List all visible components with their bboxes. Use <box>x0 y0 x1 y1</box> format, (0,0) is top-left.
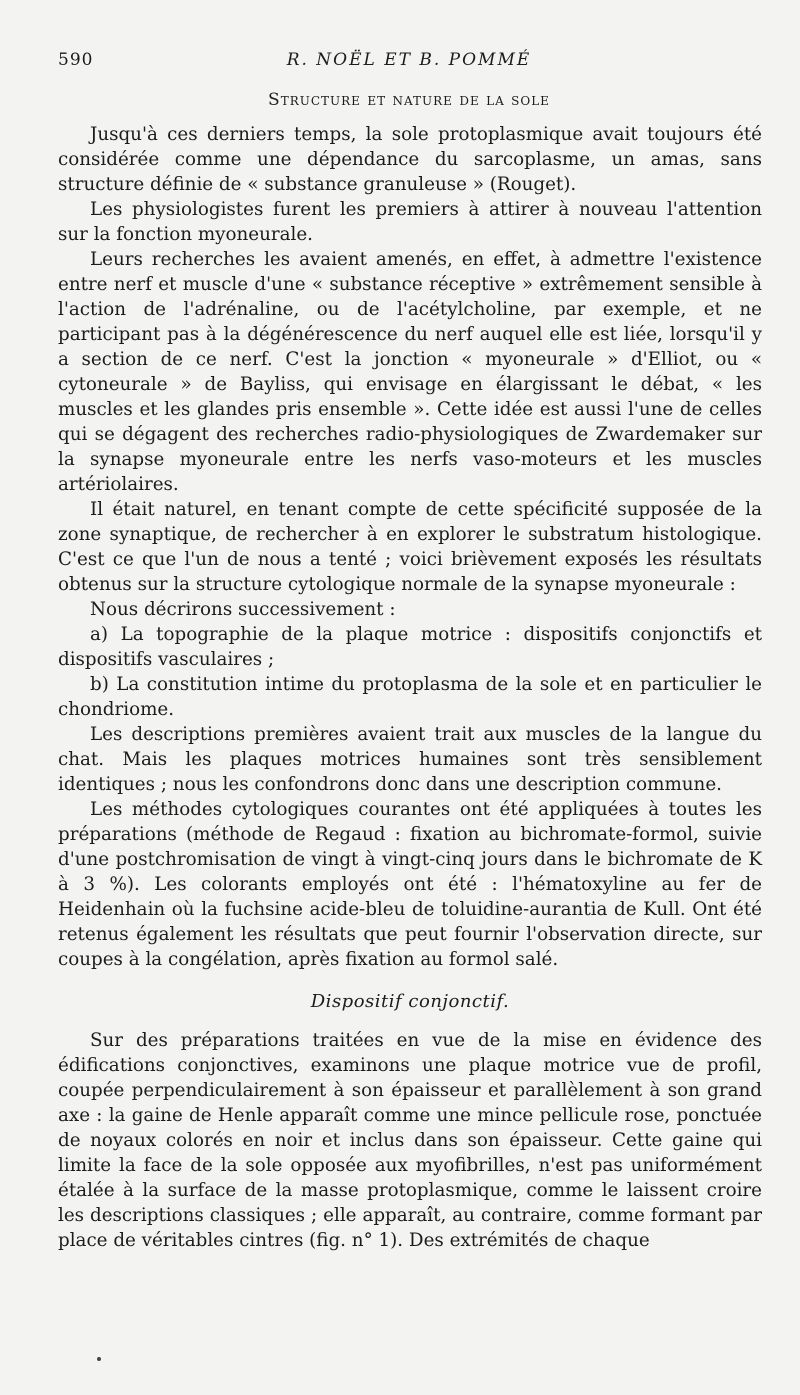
page-number: 590 <box>58 50 94 70</box>
paragraph: Nous décrirons successivement : <box>90 599 396 620</box>
paragraph: a) La topographie de la plaque motrice : dispositifs conjonctifs et dispositifs vasculaires ; <box>58 624 762 670</box>
paragraph: Les méthodes cytologiques courantes ont été appliquées à toutes les préparations (méthode de Regaud : fixation au bichromate-formol, suivie d'une postchromisation de vingt à vingt-cinq jours dans le bichromate de K à 3 %). Les colorants employés ont été : l'hématoxyline au fer de Heidenhain où la fuchsine acide-bleu de toluidine-aurantia de Kull. Ont été retenus également les résultats que peut fournir l'observation directe, sur coupes à la congélation, après fixation au formol salé. <box>58 799 762 970</box>
body-text <box>58 122 762 1253</box>
subsection-title: Dispositif conjonctif. <box>310 991 510 1012</box>
paragraph: Les physiologistes furent les premiers à attirer à nouveau l'attention sur la fonction myoneurale. <box>58 199 762 245</box>
paragraph: Il était naturel, en tenant compte de cette spécificité supposée de la zone synaptique, de rechercher à en explorer le substratum histologique. C'est ce que l'un de nous a tenté ; voici brièvement exposés les résultats obtenus sur la structure cytologique normale de la synapse myoneurale : <box>58 499 762 595</box>
paragraph: b) La constitution intime du protoplasma de la sole et en particulier le chondriome. <box>58 674 762 720</box>
paragraph: Leurs recherches les avaient amenés, en effet, à admettre l'existence entre nerf et muscle d'une « substance réceptive » extrêmement sensible à l'action de l'adrénaline, ou de l'acétylcholine, par exemple, et ne participant pas à la dégénérescence du nerf auquel elle est liée, lorsqu'il y a section de ce nerf. C'est la jonction « myoneurale » d'Elliot, ou « cytoneurale » de Bayliss, qui envisage en élargissant le débat, « les muscles et les glandes pris ensemble ». Cette idée est aussi l'une de celles qui se dégagent des recherches radio-physiologiques de Zwardemaker sur la synapse myoneurale entre les nerfs vaso-moteurs et les muscles artériolaires. <box>58 249 762 495</box>
section-title: Structure et nature de la sole <box>268 90 550 110</box>
running-title: R. NOËL ET B. POMMÉ <box>286 50 532 70</box>
paragraph: Sur des préparations traitées en vue de la mise en évidence des édifications conjonctives, examinons une plaque motrice vue de profil, coupée perpendiculairement à son épaisseur et parallèlement à son grand axe : la gaine de Henle apparaît comme une mince pellicule rose, ponctuée de noyaux colorés en noir et inclus dans son épaisseur. Cette gaine qui limite la face de la sole opposée aux myofibrilles, n'est pas uniformément étalée à la surface de la masse protoplasmique, comme le laissent croire les descriptions classiques ; elle apparaît, au contraire, comme formant par place de véritables cintres (fig. n° 1). Des extrémités de chaque <box>58 1030 762 1251</box>
paragraph: Jusqu'à ces derniers temps, la sole protoplasmique avait toujours été considérée comme une dépendance du sarcoplasme, un amas, sans structure définie de « substance granuleuse » (Rouget). <box>58 124 762 195</box>
paragraph: Les descriptions premières avaient trait aux muscles de la langue du chat. Mais les plaques motrices humaines sont très sensiblement identiques ; nous les confondrons donc dans une description commune. <box>58 724 762 795</box>
ink-speck <box>97 1357 101 1361</box>
page-header <box>58 50 760 74</box>
